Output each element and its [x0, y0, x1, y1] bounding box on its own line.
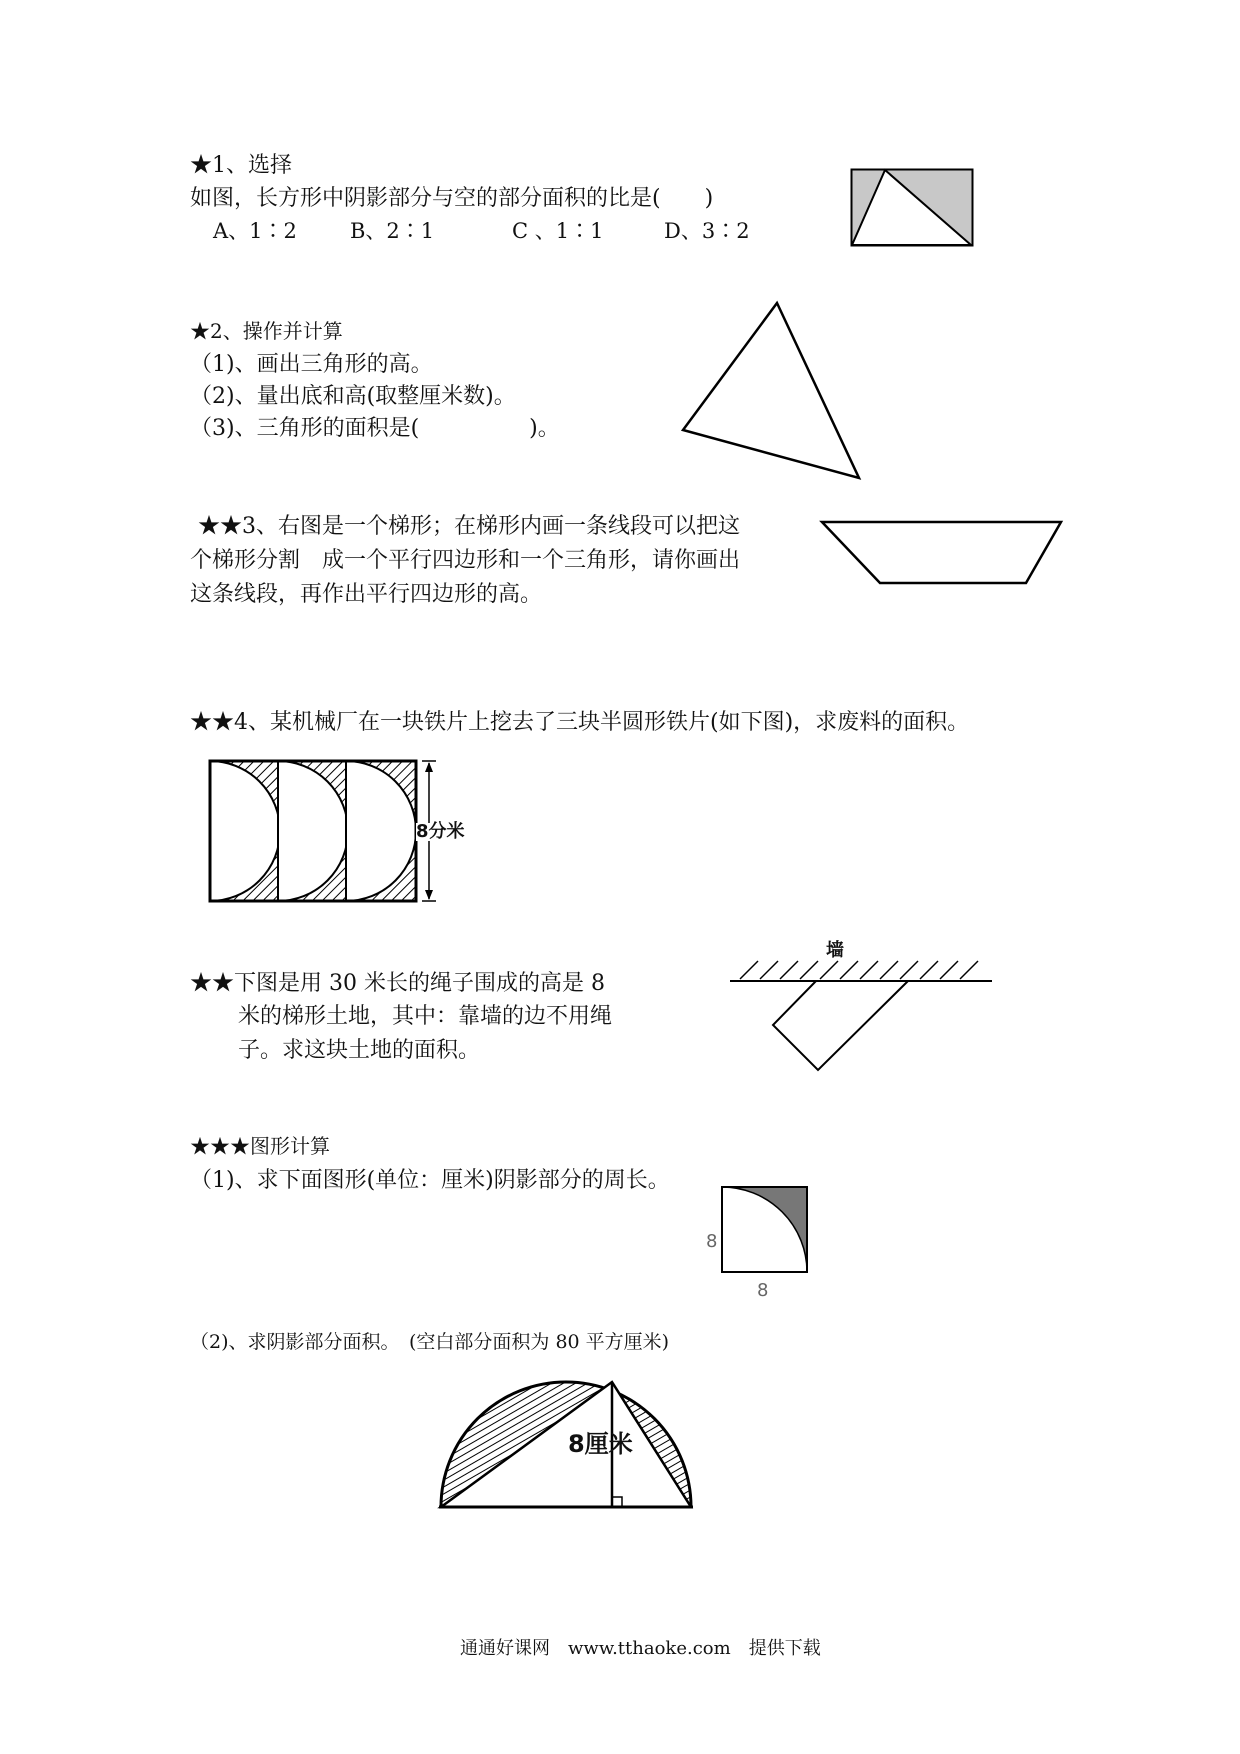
q6-part2: （2)、求阴影部分面积。 (空白部分面积为 80 平方厘米): [190, 1331, 670, 1353]
q2-title: ★2、操作并计算: [190, 319, 343, 343]
q6-height-label: 8厘米: [568, 1430, 633, 1458]
q6-semicircle-figure: [436, 1380, 696, 1520]
q1-option-b: B、2∶1: [350, 219, 435, 243]
q1-title: ★1、选择: [190, 153, 292, 178]
q3-line-1: ★★3、右图是一个梯形；在梯形内画一条线段可以把这: [198, 514, 740, 539]
q5-line-2: 米的梯形土地，其中：靠墙的边不用绳: [238, 1004, 613, 1029]
q5-wall-label: 墙: [826, 940, 844, 961]
q1-rectangle-figure: [850, 168, 975, 248]
q1-option-a: A、1∶2: [213, 219, 297, 243]
q1-option-d: D、3∶2: [664, 219, 750, 243]
q5-line-1: ★★下图是用 30 米长的绳子围成的高是 8: [190, 971, 605, 996]
q6-part1: （1)、求下面图形(单位：厘米)阴影部分的周长。: [190, 1168, 670, 1193]
q4-text: ★★4、某机械厂在一块铁片上挖去了三块半圆形铁片(如下图)，求废料的面积。: [190, 710, 970, 735]
q5-line-3: 子。求这块土地的面积。: [238, 1038, 481, 1063]
q2-step-3: （3)、三角形的面积是( )。: [190, 416, 560, 441]
q6-side-left-label: 8: [706, 1231, 718, 1252]
q6-title: ★★★图形计算: [190, 1134, 330, 1158]
q4-semicircles-figure: [200, 755, 445, 910]
q6-side-bottom-label: 8: [757, 1280, 769, 1301]
footer-text: 通通好课网 www.tthaoke.com 提供下载: [460, 1638, 821, 1659]
q2-triangle-figure: [680, 300, 870, 485]
q4-dim-label: 8分米: [416, 821, 465, 842]
q2-step-1: （1)、画出三角形的高。: [190, 352, 433, 377]
q2-step-2: （2)、量出底和高(取整厘米数)。: [190, 384, 516, 409]
q3-trapezoid-figure: [820, 520, 1065, 586]
q6-quarter-circle-figure: [720, 1185, 810, 1275]
q3-line-2: 个梯形分割 成一个平行四边形和一个三角形，请你画出: [190, 548, 741, 573]
q3-line-3: 这条线段，再作出平行四边形的高。: [190, 582, 543, 607]
q1-question: 如图，长方形中阴影部分与空的部分面积的比是( ): [190, 186, 714, 211]
q1-option-c: C 、1∶1: [512, 219, 604, 243]
q5-wall-trapezoid-figure: [730, 955, 995, 1075]
